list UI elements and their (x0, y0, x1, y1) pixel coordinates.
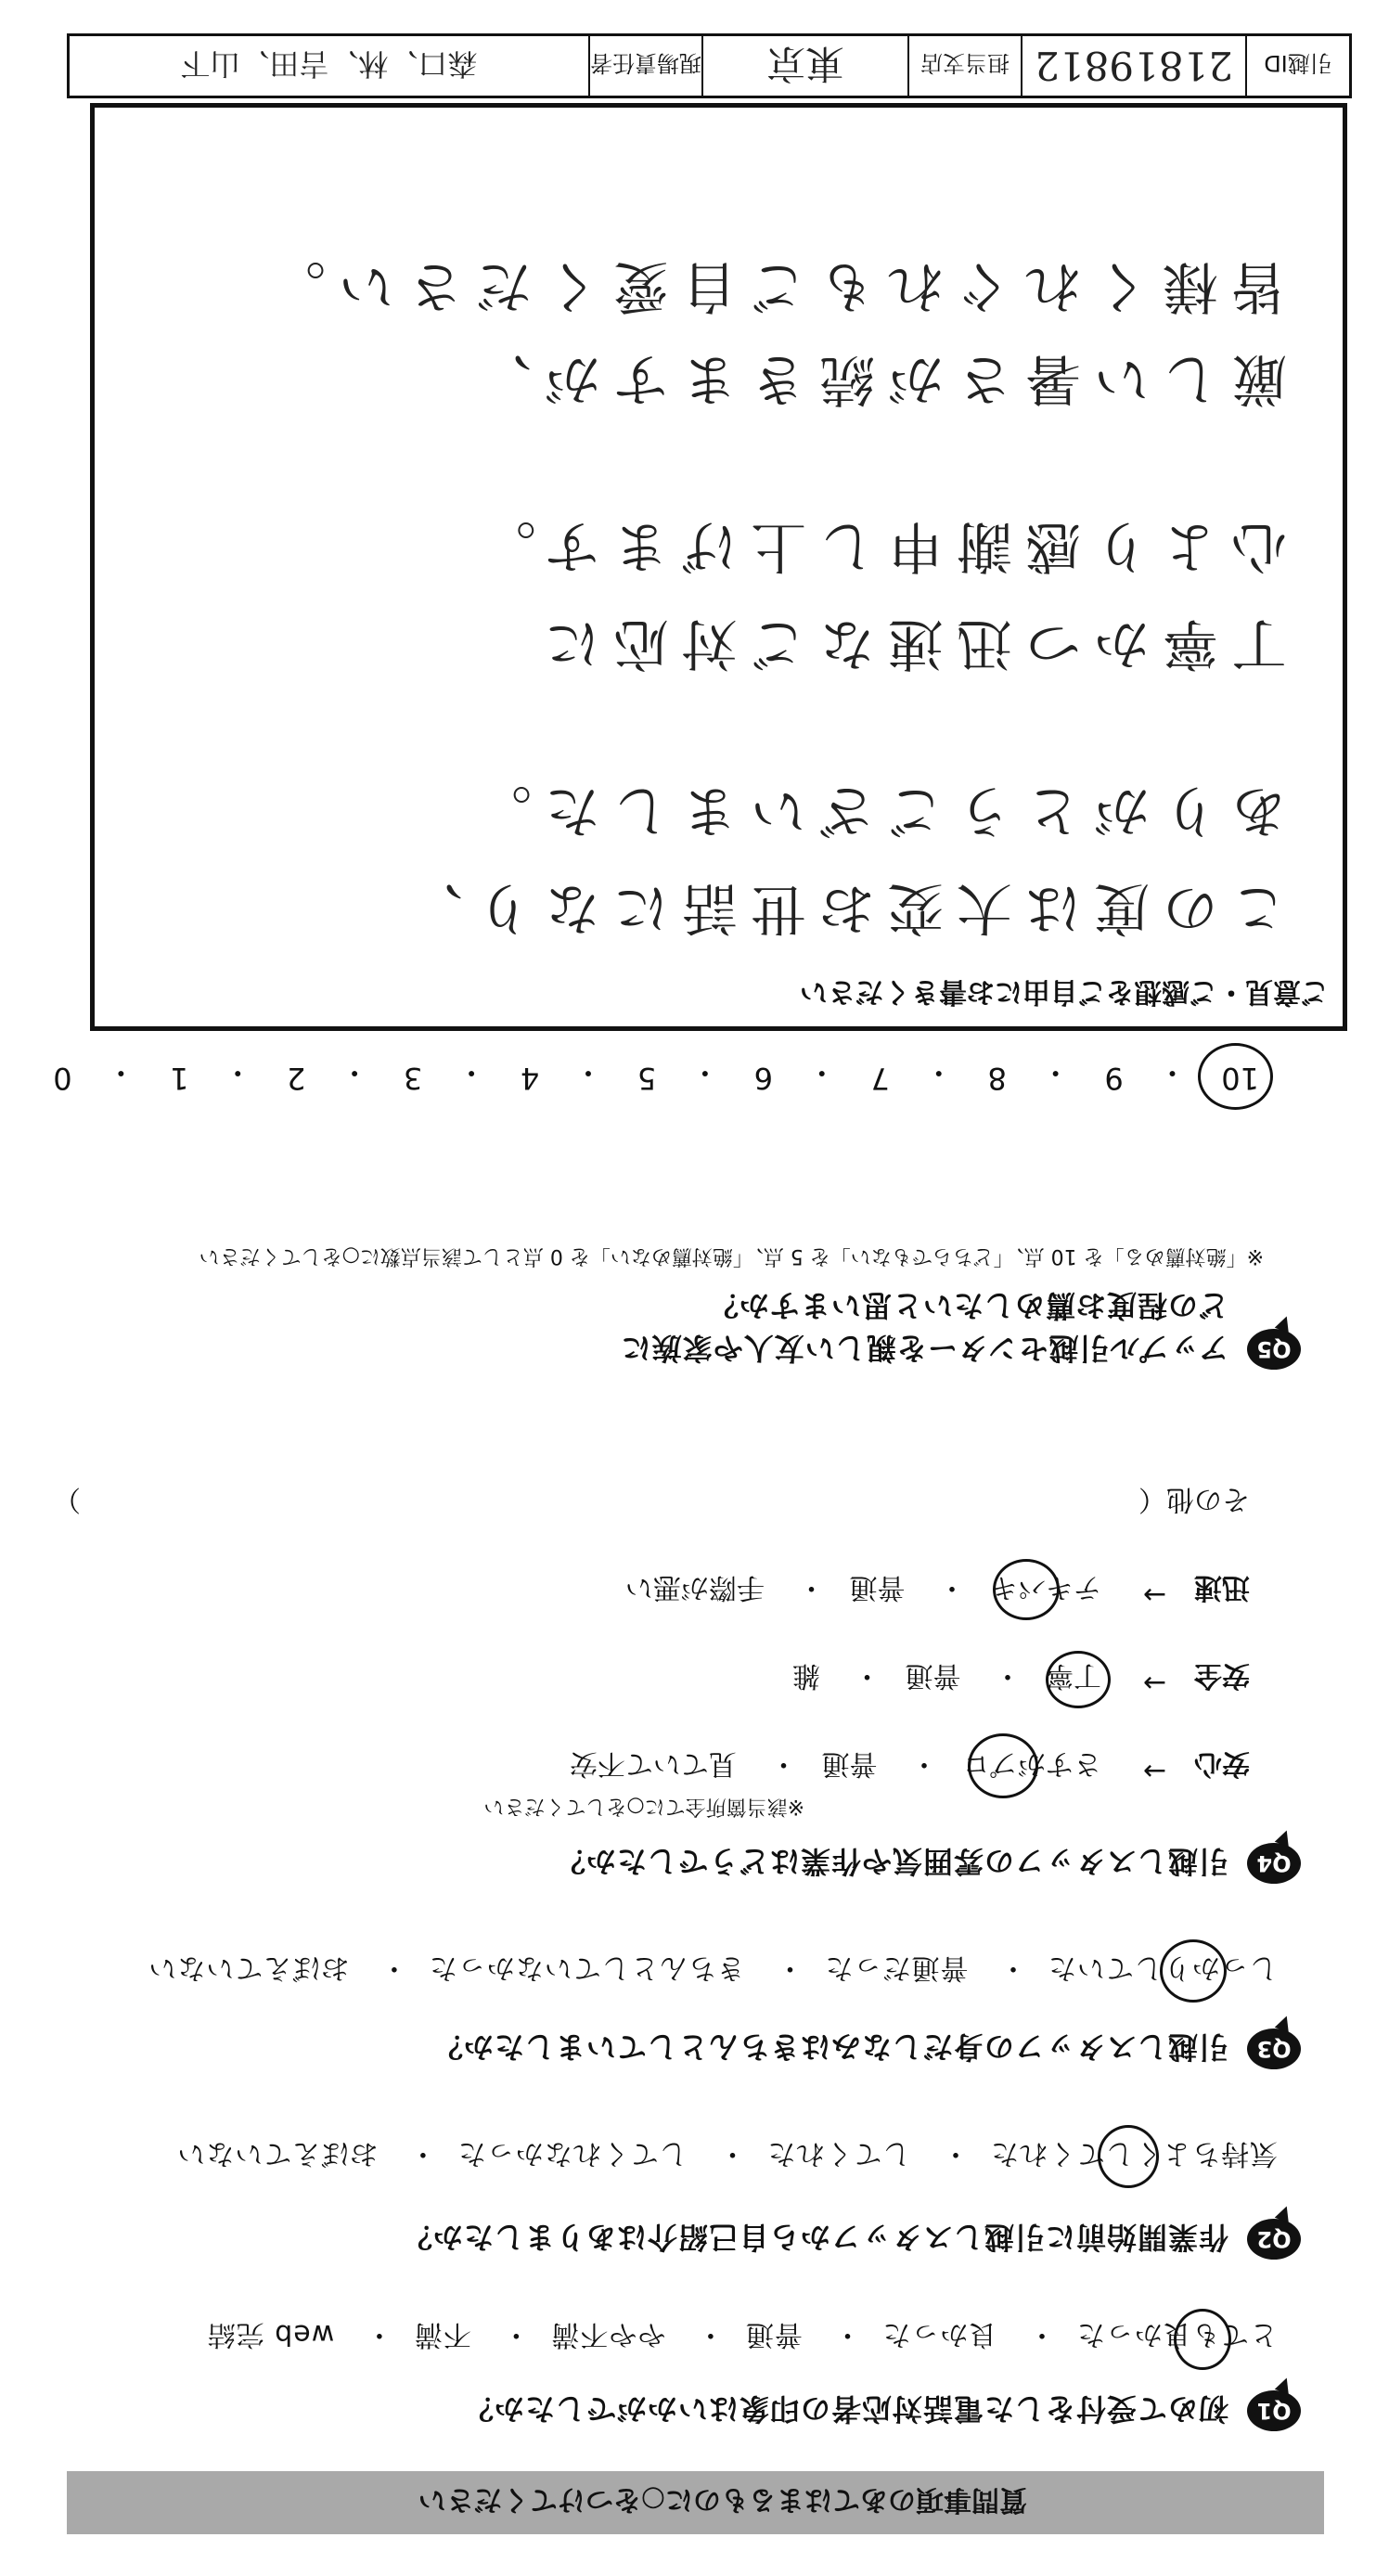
q3-option[interactable]: おぼえていない (148, 1951, 350, 1984)
score-option[interactable]: 7 (870, 1061, 890, 1096)
score-option[interactable]: 10 (1221, 1061, 1259, 1096)
score-option[interactable]: 5 (637, 1061, 657, 1096)
q4-answer-circle (1046, 1651, 1111, 1708)
q4-note: ※該当箇所全てに○をしてください (483, 1795, 804, 1818)
score-option[interactable]: 0 (53, 1061, 72, 1096)
q4-row-label: 安全 (1194, 1659, 1250, 1692)
q4-option[interactable]: 見ていて不安 (569, 1747, 737, 1780)
q2-options: 気持ちよくしてくれた・ してくれた・ してくれなかった・ おぼえていない (176, 2137, 1278, 2170)
comment-line: この度は大変お世話になり、 (394, 875, 1287, 940)
q2-option[interactable]: おぼえていない (176, 2137, 379, 2170)
branch-value: 東京 (701, 36, 907, 96)
q4-row-safety-feel: 安心 → さすがプロ・ 普通・ 見ていて不安 (569, 1747, 1250, 1787)
q1-option[interactable]: 不満 (413, 2318, 471, 2351)
q4-option[interactable]: テキパキ (990, 1571, 1101, 1604)
q5-question (621, 1284, 1301, 1370)
score-option[interactable]: 1 (170, 1061, 189, 1096)
q4-answer-circle (993, 1559, 1060, 1620)
q1-question (463, 2389, 1301, 2432)
arrow-icon: → (1142, 1755, 1166, 1787)
q5-text-line2: どの程度お薦めしたいと思いますか？ (707, 1288, 1228, 1323)
score-option[interactable]: 4 (520, 1061, 540, 1096)
q4-other-close: ） (53, 1483, 81, 1515)
q1-badge: Q1 (1247, 2390, 1301, 2431)
q2-option[interactable]: してくれなかった (457, 2137, 688, 2170)
q2-text: 作業開始前に引越しスタッフから自己紹介はありましたか？ (401, 2220, 1228, 2255)
q3-answer-circle (1160, 1939, 1227, 2003)
comment-title: ご意見・ご感想をご自由にお書きください (800, 975, 1329, 1008)
q2-option[interactable]: してくれた (766, 2137, 911, 2170)
q2-badge: Q2 (1247, 2219, 1301, 2260)
q2-question (402, 2218, 1301, 2260)
leader-label: 現場責任者 (588, 36, 701, 96)
q1-option[interactable]: web 完結 (206, 2318, 335, 2351)
q1-option[interactable]: とても良かった (1076, 2318, 1278, 2351)
q4-option[interactable]: 丁寧 (1046, 1659, 1101, 1692)
q4-option[interactable]: 普通 (849, 1571, 906, 1604)
comment-line: ありがとうございました。 (463, 778, 1287, 843)
q4-row-safety: 安全 → 丁寧・ 普通・ 雑 (791, 1659, 1250, 1699)
score-option[interactable]: 9 (1104, 1061, 1124, 1096)
score-option[interactable]: 2 (287, 1061, 306, 1096)
q4-answer-circle (968, 1733, 1038, 1798)
q3-question (432, 2028, 1301, 2070)
footer-info-table (67, 33, 1352, 98)
q4-row-speed: 迅速 → テキパキ・ 普通・ 手際が悪い (624, 1571, 1250, 1611)
q1-options: とても良かった・ 良かった・ 普通・ やや不満・ 不満・ web 完結 (206, 2318, 1278, 2351)
comment-line: 厳しい暑さが続きますが、 (463, 346, 1287, 411)
q3-option[interactable]: 普通だった (824, 1951, 969, 1984)
q5-text-line1: アップル引越センターを親しい友人や家族に (620, 1331, 1228, 1366)
q1-option[interactable]: 良かった (881, 2318, 997, 2351)
score-option[interactable]: 3 (403, 1061, 423, 1096)
branch-label: 担当支店 (907, 36, 1021, 96)
score-option[interactable]: 8 (987, 1061, 1007, 1096)
move-id-value: 21819812 (1021, 36, 1245, 96)
q4-option[interactable]: さすがプロ (962, 1747, 1101, 1780)
leader-value: 森口、林、吉田、山下 (180, 46, 478, 82)
banner-text: 質問事項のあてはまるものに○をつけてください (418, 2483, 1027, 2516)
q4-row-label: 迅速 (1194, 1571, 1250, 1604)
q4-option[interactable]: 手際が悪い (624, 1571, 765, 1604)
q1-text: 初めて受付をした電話対応者の印象はいかがでしたか？ (462, 2391, 1228, 2427)
comment-line: 丁寧かつ迅速なご対応に (532, 611, 1287, 676)
q5-badge: Q5 (1247, 1329, 1301, 1370)
q4-option[interactable]: 普通 (821, 1747, 878, 1780)
q4-other-label: その他（ (1138, 1483, 1250, 1515)
arrow-icon: → (1142, 1667, 1166, 1699)
q3-option[interactable]: しっかりしていた (1048, 1951, 1278, 1984)
q4-row-label: 安心 (1194, 1747, 1250, 1780)
comment-box[interactable] (90, 103, 1347, 1031)
score-option[interactable]: 6 (753, 1061, 774, 1096)
q2-answer-circle (1098, 2125, 1159, 2188)
q1-answer-circle (1174, 2309, 1231, 2370)
q3-options: しっかりしていた・ 普通だった・ きちんとしていなかった・ おぼえていない (148, 1951, 1278, 1984)
q5-score-scale: 10 ・ 9 ・ 8 ・ 7 ・ 6 ・ 5 ・ 4 ・ 3 ・ 2 ・ 1 ・ 0 (53, 1055, 1259, 1096)
q4-text: 引越しスタッフの雰囲気や作業はどうでしたか？ (554, 1844, 1228, 1879)
instructions-banner (67, 2471, 1324, 2534)
q1-option[interactable]: やや不満 (550, 2318, 666, 2351)
q3-badge: Q3 (1247, 2029, 1301, 2069)
q4-option[interactable]: 雑 (791, 1659, 820, 1692)
q1-option[interactable]: 普通 (744, 2318, 803, 2351)
q4-question (555, 1842, 1301, 1885)
move-id-label: 引越ID (1245, 36, 1349, 96)
arrow-icon: → (1142, 1578, 1166, 1611)
q2-option[interactable]: 気持ちよくしてくれた (990, 2137, 1278, 2170)
q4-badge: Q4 (1247, 1843, 1301, 1884)
comment-line: 皆様くれぐれもご自愛ください。 (257, 253, 1287, 318)
q3-text: 引越しスタッフの身だしなみはきちんとしていましたか？ (431, 2029, 1228, 2065)
q3-option[interactable]: きちんとしていなかった (428, 1951, 745, 1984)
q4-option[interactable]: 普通 (905, 1659, 961, 1692)
comment-line: 心より感謝申し上げます。 (467, 513, 1287, 578)
q5-note: ※「絶対薦める」を 10 点、「どちらでもない」を 5 点、「絶対薦めない」を 0 点として該当点数に○をしてください (199, 1244, 1264, 1268)
q5-answer-circle (1198, 1043, 1273, 1110)
